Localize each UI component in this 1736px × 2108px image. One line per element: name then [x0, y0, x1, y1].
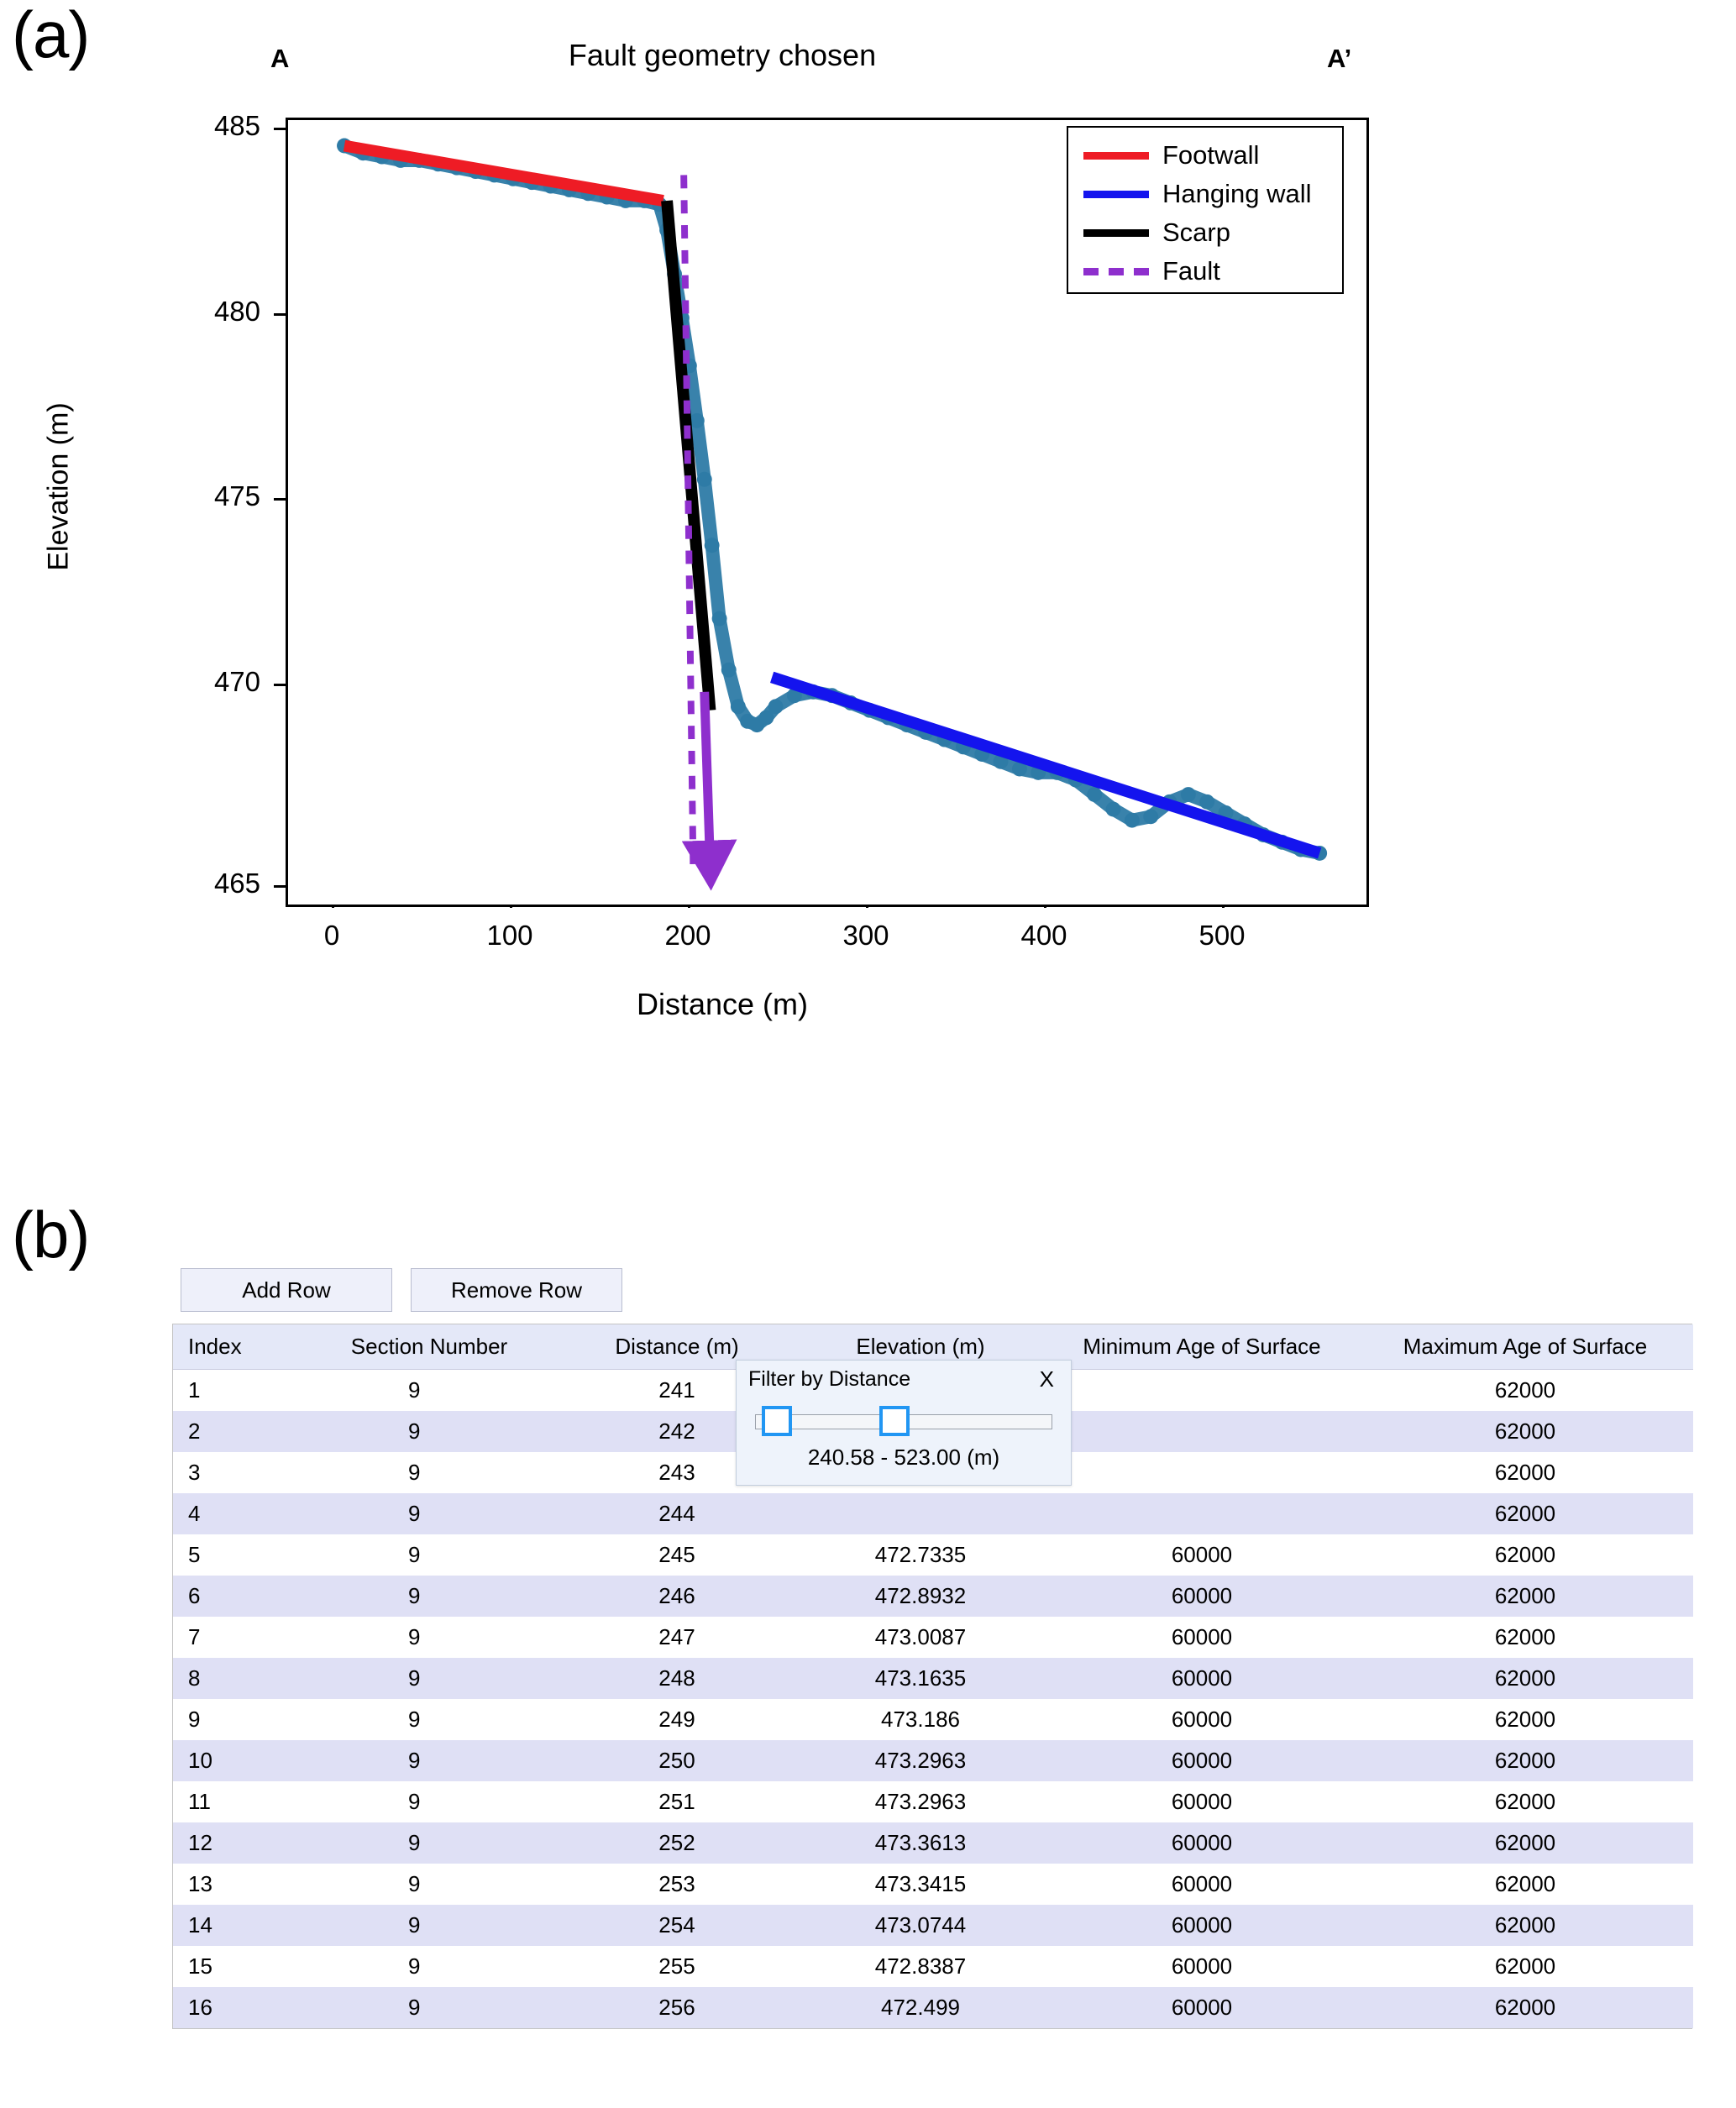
table-cell[interactable]: 245 — [658, 1542, 695, 1567]
table-cell[interactable] — [795, 1493, 1046, 1534]
table-cell[interactable] — [1046, 1452, 1357, 1493]
section-end-label: A’ — [1327, 44, 1352, 73]
legend-swatch-hanging-wall — [1083, 191, 1149, 198]
table-row[interactable] — [173, 1987, 1693, 2028]
table-cell[interactable]: 473.2963 — [874, 1789, 967, 1814]
table-row[interactable] — [173, 1740, 1693, 1781]
y-tickmark-470 — [274, 684, 286, 686]
table-cell[interactable] — [1046, 1370, 1357, 1412]
table-cell[interactable]: 472.8932 — [874, 1583, 967, 1608]
table-cell[interactable]: 62000 — [1494, 1707, 1556, 1732]
filter-popup-title: Filter by Distance — [748, 1367, 911, 1391]
table-cell[interactable]: 62000 — [1494, 1830, 1556, 1855]
y-tickmark-480 — [274, 313, 286, 316]
filter-range-value: 240.58 - 523.00 (m) — [807, 1445, 1000, 1470]
y-tick-465: 465 — [213, 868, 260, 899]
table-cell[interactable]: 62000 — [1494, 1542, 1556, 1567]
table-cell[interactable]: 60000 — [1171, 1624, 1233, 1649]
table-cell[interactable]: 9 — [408, 1583, 421, 1608]
x-axis-label: Distance (m) — [636, 987, 809, 1021]
table-cell[interactable]: 62000 — [1494, 1748, 1556, 1773]
table-cell[interactable]: 62000 — [1494, 1583, 1556, 1608]
y-tick-485: 485 — [213, 110, 260, 141]
table-cell[interactable]: 3 — [188, 1460, 201, 1485]
column-header-maximum-age[interactable]: Maximum Age of Surface — [1357, 1324, 1693, 1370]
table-cell[interactable]: 60000 — [1171, 1789, 1233, 1814]
table-cell[interactable] — [1046, 1493, 1357, 1534]
table-cell[interactable]: 7 — [188, 1624, 201, 1649]
table-cell[interactable]: 9 — [408, 1789, 421, 1814]
y-tickmark-475 — [274, 498, 286, 501]
table-cell[interactable]: 62000 — [1494, 1789, 1556, 1814]
x-tick-200: 200 — [664, 920, 711, 951]
chart-title: Fault geometry chosen — [568, 38, 877, 72]
table-cell[interactable]: 246 — [658, 1583, 695, 1608]
filter-popup-header — [737, 1361, 1071, 1392]
table-cell[interactable]: 62000 — [1494, 1665, 1556, 1691]
table-cell[interactable]: 473.3415 — [874, 1871, 967, 1896]
table-row[interactable] — [173, 1699, 1693, 1740]
x-tick-500: 500 — [1198, 920, 1246, 951]
table-cell[interactable]: 5 — [188, 1542, 201, 1567]
table-cell[interactable]: 9 — [408, 1624, 421, 1649]
table-cell[interactable]: 473.2963 — [874, 1748, 967, 1773]
table-cell[interactable]: 2 — [188, 1418, 201, 1444]
slider-handle-max[interactable] — [879, 1406, 910, 1436]
column-header-section-number[interactable]: Section Number — [299, 1324, 559, 1370]
table-cell[interactable]: 244 — [658, 1501, 695, 1526]
table-container — [172, 1324, 1692, 2029]
table-row[interactable] — [173, 1617, 1693, 1658]
column-header-minimum-age[interactable]: Minimum Age of Surface — [1046, 1324, 1357, 1370]
close-icon[interactable]: X — [1039, 1366, 1054, 1392]
legend-item-fault — [1068, 252, 1342, 291]
table-cell[interactable]: 62000 — [1494, 1624, 1556, 1649]
legend-item-scarp — [1068, 213, 1342, 252]
x-tick-100: 100 — [486, 920, 533, 951]
column-header-elevation[interactable]: Elevation (m) — [795, 1324, 1046, 1370]
legend-label-fault: Fault — [1162, 256, 1220, 286]
filter-by-distance-popup[interactable] — [736, 1360, 1072, 1486]
table-cell[interactable]: 248 — [658, 1665, 695, 1691]
table-cell[interactable]: 253 — [658, 1871, 695, 1896]
table-cell[interactable]: 9 — [408, 1748, 421, 1773]
column-header-index[interactable]: Index — [173, 1324, 299, 1370]
table-cell[interactable]: 62000 — [1494, 1995, 1556, 2020]
data-table-panel — [172, 1268, 1692, 2029]
x-tick-0: 0 — [323, 920, 340, 951]
legend-swatch-footwall — [1083, 152, 1149, 160]
table-cell[interactable]: 252 — [658, 1830, 695, 1855]
table-cell[interactable]: 9 — [408, 1542, 421, 1567]
table-cell[interactable]: 9 — [408, 1707, 421, 1732]
table-cell[interactable]: 60000 — [1171, 1912, 1233, 1938]
table-cell[interactable]: 60000 — [1171, 1748, 1233, 1773]
legend-swatch-fault — [1083, 268, 1149, 275]
y-tickmark-465 — [274, 885, 286, 888]
table-cell[interactable]: 243 — [658, 1460, 695, 1485]
table-cell[interactable]: 472.7335 — [874, 1542, 967, 1567]
table-cell[interactable]: 62000 — [1494, 1953, 1556, 1979]
table-row[interactable] — [173, 1576, 1693, 1617]
table-cell[interactable]: 255 — [658, 1953, 695, 1979]
table-cell[interactable]: 9 — [408, 1418, 421, 1444]
panel-label-b: (b) — [12, 1198, 90, 1272]
table-cell[interactable]: 247 — [658, 1624, 695, 1649]
table-cell[interactable]: 9 — [188, 1707, 201, 1732]
table-cell[interactable]: 9 — [408, 1460, 421, 1485]
table-cell[interactable]: 472.8387 — [874, 1953, 967, 1979]
legend-item-hanging-wall — [1068, 175, 1342, 213]
legend-label-scarp: Scarp — [1162, 218, 1230, 247]
table-row[interactable] — [173, 1534, 1693, 1576]
table-cell[interactable]: 11 — [188, 1789, 211, 1814]
table-row[interactable] — [173, 1658, 1693, 1699]
slider-handle-min[interactable] — [762, 1406, 792, 1436]
table-cell[interactable]: 473.0744 — [874, 1912, 967, 1938]
table-cell[interactable]: 472.499 — [881, 1995, 960, 2020]
add-row-button[interactable]: Add Row — [181, 1268, 392, 1312]
table-cell[interactable]: 10 — [188, 1748, 212, 1773]
legend-label-hanging-wall: Hanging wall — [1162, 179, 1312, 208]
table-cell[interactable]: 1 — [188, 1377, 201, 1403]
table-cell[interactable]: 60000 — [1171, 1953, 1233, 1979]
chart-legend — [1067, 126, 1344, 294]
fault-geometry-chart — [0, 0, 1428, 1092]
table-cell[interactable]: 15 — [188, 1953, 212, 1979]
table-cell[interactable]: 60000 — [1171, 1707, 1233, 1732]
table-cell[interactable]: 256 — [658, 1995, 695, 2020]
table-cell[interactable]: 62000 — [1494, 1501, 1556, 1526]
table-cell[interactable]: 60000 — [1171, 1871, 1233, 1896]
y-axis-label: Elevation (m) — [42, 402, 75, 571]
table-cell[interactable]: 473.3613 — [874, 1830, 967, 1855]
table-cell[interactable]: 60000 — [1171, 1542, 1233, 1567]
y-tickmark-485 — [274, 128, 286, 130]
table-row[interactable] — [173, 1822, 1693, 1864]
table-cell[interactable]: 9 — [408, 1830, 421, 1855]
table-row[interactable] — [173, 1864, 1693, 1905]
column-header-distance[interactable]: Distance (m) — [559, 1324, 795, 1370]
table-cell[interactable]: 4 — [188, 1501, 201, 1526]
x-tick-400: 400 — [1020, 920, 1067, 951]
table-row[interactable] — [173, 1493, 1693, 1534]
table-cell[interactable]: 62000 — [1494, 1912, 1556, 1938]
table-cell[interactable]: 60000 — [1171, 1830, 1233, 1855]
legend-swatch-scarp — [1083, 229, 1149, 237]
table-cell[interactable]: 9 — [408, 1953, 421, 1979]
legend-label-footwall: Footwall — [1162, 140, 1260, 170]
table-cell[interactable]: 6 — [188, 1583, 201, 1608]
y-tick-470: 470 — [213, 666, 260, 697]
table-row[interactable] — [173, 1781, 1693, 1822]
table-cell[interactable]: 250 — [658, 1748, 695, 1773]
table-cell[interactable]: 473.1635 — [874, 1665, 967, 1691]
legend-item-footwall — [1068, 136, 1342, 175]
table-cell[interactable]: 242 — [658, 1418, 695, 1444]
table-cell[interactable]: 60000 — [1171, 1995, 1233, 2020]
table-cell[interactable]: 60000 — [1171, 1665, 1233, 1691]
table-cell[interactable]: 62000 — [1494, 1871, 1556, 1896]
table-cell[interactable]: 60000 — [1171, 1583, 1233, 1608]
table-cell[interactable]: 62000 — [1494, 1377, 1556, 1403]
table-cell[interactable]: 473.0087 — [874, 1624, 967, 1649]
table-toolbar — [172, 1268, 1692, 1312]
table-cell[interactable]: 9 — [408, 1995, 421, 2020]
y-tick-480: 480 — [213, 296, 260, 327]
y-tick-475: 475 — [213, 480, 260, 511]
table-cell[interactable] — [1046, 1411, 1357, 1452]
table-cell[interactable]: 62000 — [1494, 1460, 1556, 1485]
table-cell[interactable]: 254 — [658, 1912, 695, 1938]
table-cell[interactable]: 16 — [188, 1995, 212, 2020]
table-cell[interactable]: 9 — [408, 1871, 421, 1896]
table-cell[interactable]: 9 — [408, 1912, 421, 1938]
table-cell[interactable]: 249 — [658, 1707, 695, 1732]
table-row[interactable] — [173, 1905, 1693, 1946]
remove-row-button[interactable]: Remove Row — [411, 1268, 622, 1312]
table-cell[interactable]: 9 — [408, 1665, 421, 1691]
table-cell[interactable]: 13 — [188, 1871, 212, 1896]
table-cell[interactable]: 9 — [408, 1501, 421, 1526]
distance-range-slider[interactable] — [755, 1404, 1052, 1439]
panel-label-a: (a) — [12, 0, 90, 71]
table-cell[interactable]: 12 — [188, 1830, 212, 1855]
section-start-label: A — [270, 44, 290, 73]
table-cell[interactable]: 14 — [188, 1912, 212, 1938]
table-cell[interactable]: 62000 — [1494, 1418, 1556, 1444]
table-cell[interactable]: 473.186 — [881, 1707, 960, 1732]
table-row[interactable] — [173, 1946, 1693, 1987]
x-tick-300: 300 — [842, 920, 889, 951]
table-cell[interactable]: 241 — [658, 1377, 695, 1403]
table-cell[interactable]: 9 — [408, 1377, 421, 1403]
table-cell[interactable]: 8 — [188, 1665, 201, 1691]
table-cell[interactable]: 251 — [658, 1789, 695, 1814]
